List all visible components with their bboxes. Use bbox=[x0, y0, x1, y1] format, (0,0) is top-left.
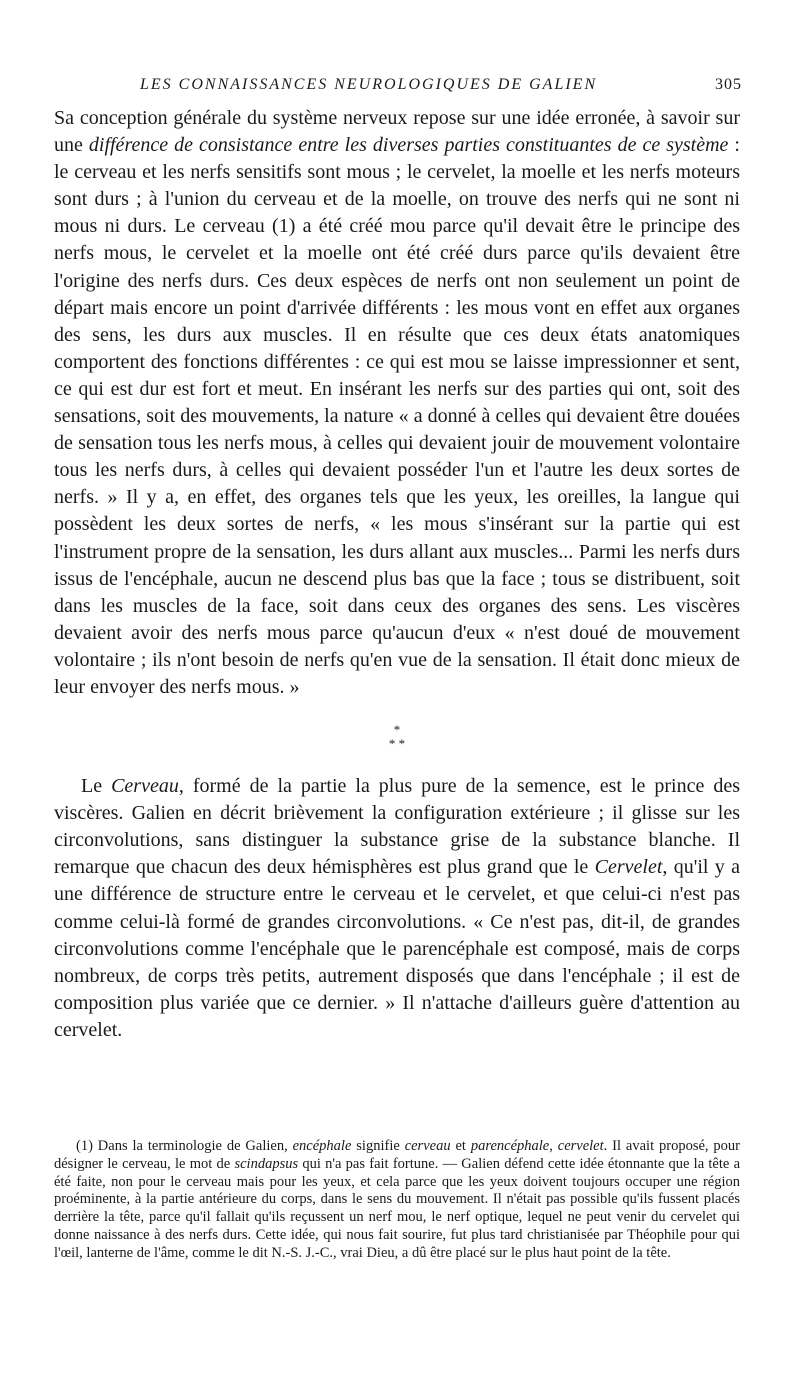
running-title: LES CONNAISSANCES NEUROLOGIQUES DE GALIEN bbox=[140, 76, 598, 93]
paragraph-nervous-system: Sa conception générale du système nerveux repose sur une idée erronée, à savoir sur une différence de consistance entre les diverses parties constituantes de ce système : le cerveau et les nerfs sensitifs sont mous ; le cervelet, la moelle et les nerfs moteurs sont durs ; à l'union du cerveau et de la moelle, on trouve des nerfs qui ne sont ni mous ni durs. Le cerveau (1) a été créé mou parce qu'il devait être le principe des nerfs mous, le cervelet et la moelle ont été créé durs parce qu'ils devaient être l'origine des nerfs durs. Ces deux espèces de nerfs ont non seulement un point de départ mais encore un point d'arrivée différents : les mous vont en effet aux organes des sens, les durs aux muscles. Il en résulte que ces deux états anatomiques comportent des fonctions différentes : ce qui est mou se laisse impressionner et sent, ce qui est dur est fort et meut. En insérant les nerfs sur des parties qui ont, soit des sensations, soit des mouvements, la nature « a donné à celles qui devaient être douées de sensation tous les nerfs mous, à celles qui devaient jouir de mouvement volontaire tous les nerfs durs, à celles qui devaient posséder l'un et l'autre les deux sortes de nerfs. » Il y a, en effet, des organes tels que les yeux, les oreilles, la langue qui possèdent les deux sortes de nerfs, « les mous s'insérant sur la partie qui est l'instrument propre de la sensation, les durs allant aux muscles... Parmi les nerfs durs issus de l'encéphale, aucun ne descend plus bas que la face ; tous se distribuent, soit dans les muscles de la face, soit dans ceux des organes des sens. Les viscères devaient avoir des nerfs mous parce qu'aucun d'eux « n'est doué de mouvement volontaire ; ils n'ont besoin de nerfs qu'en vue de la sensation. Il était donc mieux de leur envoyer des nerfs mous. » bbox=[54, 107, 740, 698]
main-text bbox=[54, 105, 740, 1044]
page-number: 305 bbox=[715, 76, 742, 93]
emphasis-cerveau: Cerveau bbox=[111, 775, 179, 798]
emphasis-cervelet: Cervelet bbox=[594, 856, 663, 879]
paragraph-cerveau: Le Cerveau, formé de la partie la plus pure de la semence, est le prince des viscères. Galien en décrit brièvement la configuration extérieure ; il glisse sur les circonvolutions, sans distinguer la substance grise de la substance blanche. Il remarque que chacun des deux hémisphères est plus grand que le Cervelet, qu'il y a une différence de structure entre le cerveau et le cervelet, et que celui-ci n'est pas comme celui-là formé de grandes circonvolutions. « Ce n'est pas, dit-il, de grandes circonvolutions comme l'encéphale que le parencéphale est composé, mais de corps nombreux, de corps très petits, autrement disposés que dans l'encéphale ; il est de composition plus variée que ce dernier. » Il n'attache d'ailleurs guère d'attention au cervelet. bbox=[54, 775, 741, 1041]
section-separator-asterism: * * * bbox=[388, 722, 406, 752]
footnote: (1) Dans la terminologie de Galien, encéphale signifie cerveau et parencéphale, cervelet. Il avait proposé, pour désigner le cerveau, le mot de scindapsus qui n'a pas fait fortune. — Galien défend cette idée étonnante que la tête a été faite, non pour le cerveau mais pour les yeux, et cela parce que les yeux doivent toujours occuper une région proéminente, à la partie antérieure du corps, dans le sens du mouvement. Il n'était pas possible qu'ils fussent placés derrière la tête, parce qu'il fallait qu'ils reçussent un nerf mou, le nerf optique, lequel ne peut venir du cervelet qui donne naissance à des nerfs durs. Cette idée, qui nous fait sourire, fut plus tard christianisée par Théophile pour qui l'œil, lanterne de l'âme, comme le dit N.-S. J.-C., vrai Dieu, a dû être placé sur le plus haut point de la tête. bbox=[54, 1138, 741, 1261]
emphasis-consistency: différence de consistance entre les diverses parties constituantes de ce système bbox=[88, 134, 729, 157]
